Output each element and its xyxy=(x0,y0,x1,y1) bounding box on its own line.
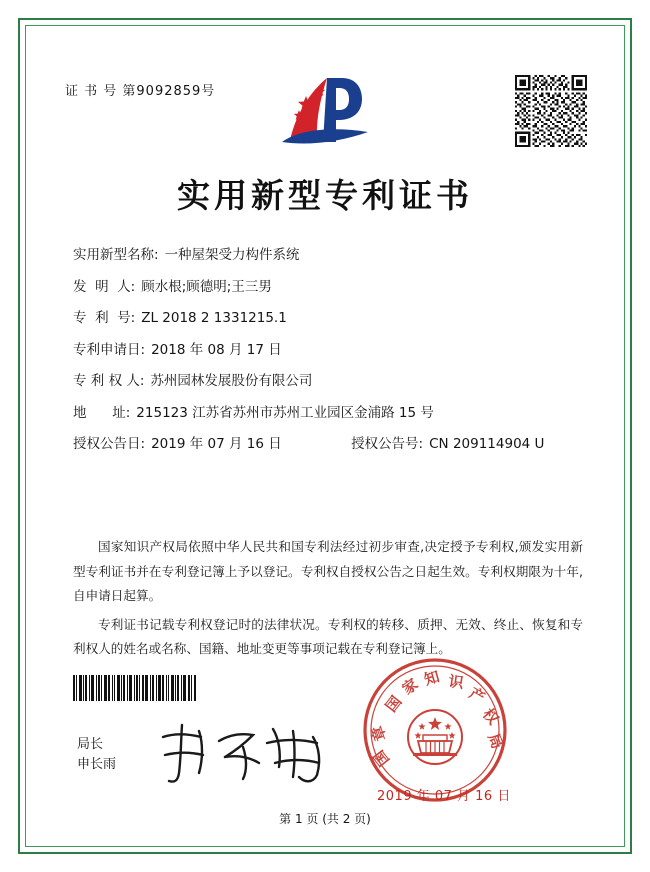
certificate-content xyxy=(25,25,625,847)
national-intellectual-property-administration-seal-icon xyxy=(360,655,510,805)
signer-name: 申长雨 xyxy=(77,757,117,773)
field-value: 一种屋架受力构件系统 xyxy=(164,247,300,263)
field-label: 发 明 人: xyxy=(73,278,136,295)
field-row xyxy=(73,275,585,295)
svg-text:国: 国 xyxy=(369,746,394,770)
svg-text:权: 权 xyxy=(478,705,503,729)
signature-block xyxy=(77,735,116,775)
field-row xyxy=(73,401,585,421)
field-value: ZL 2018 2 1331215.1 xyxy=(141,310,287,326)
field-value: 2019 年 07 月 16 日 xyxy=(151,436,282,452)
paragraph: 国家知识产权局依照中华人民共和国专利法经过初步审查,决定授予专利权,颁发实用新型专利证书并在专利登记簿上予以登记。专利权自授权公告之日起生效。专利权期限为十年,自申请日起算。 xyxy=(73,539,583,604)
certificate-number: 证 书 号 第9092859号 xyxy=(65,84,216,99)
field-value-secondary: CN 209114904 U xyxy=(429,436,545,452)
field-label: 专利申请日: xyxy=(73,341,146,358)
field-row xyxy=(73,306,585,326)
svg-text:知: 知 xyxy=(422,667,442,689)
handwritten-signature-icon xyxy=(155,717,355,789)
field-row xyxy=(73,369,585,389)
legal-text xyxy=(73,535,583,666)
barcode-icon xyxy=(73,675,245,701)
field-value: 2018 年 08 月 17 日 xyxy=(151,341,282,358)
field-value: 顾水根;顾德明;王三男 xyxy=(141,278,272,295)
field-label: 授权公告日: xyxy=(73,436,146,452)
page-footer: 第 1 页 (共 2 页) xyxy=(279,812,371,826)
field-row-announcement xyxy=(73,432,585,452)
svg-text:识: 识 xyxy=(447,672,465,693)
field-label: 地 址: xyxy=(73,404,131,421)
field-value: 苏州园林发展股份有限公司 xyxy=(150,373,313,389)
svg-text:章: 章 xyxy=(368,723,390,744)
field-row xyxy=(73,338,585,358)
qr-code-icon xyxy=(515,75,587,147)
signer-role: 局长 xyxy=(77,737,104,752)
patent-office-logo-icon xyxy=(270,70,380,148)
svg-text:家: 家 xyxy=(398,674,422,699)
fields-list xyxy=(73,243,585,464)
field-label: 专 利 权 人: xyxy=(73,373,145,389)
field-value: 215123 江苏省苏州市苏州工业园区金浦路 15 号 xyxy=(136,404,434,421)
svg-text:国: 国 xyxy=(381,692,406,716)
field-row xyxy=(73,243,585,263)
paragraph: 专利证书记载专利权登记时的法律状况。专利权的转移、质押、无效、终止、恢复和专利权人的姓名或名称、国籍、地址变更等事项记载在专利登记簿上。 xyxy=(73,616,583,657)
page-title: 实用新型专利证书 xyxy=(177,176,473,215)
field-label: 专 利 号: xyxy=(73,310,136,326)
field-label: 实用新型名称: xyxy=(73,247,159,263)
svg-text:局: 局 xyxy=(484,730,507,752)
seal-date: 2019 年 07 月 16 日 xyxy=(377,789,511,804)
field-label-secondary: 授权公告号: xyxy=(351,436,424,452)
svg-text:产: 产 xyxy=(466,683,489,707)
